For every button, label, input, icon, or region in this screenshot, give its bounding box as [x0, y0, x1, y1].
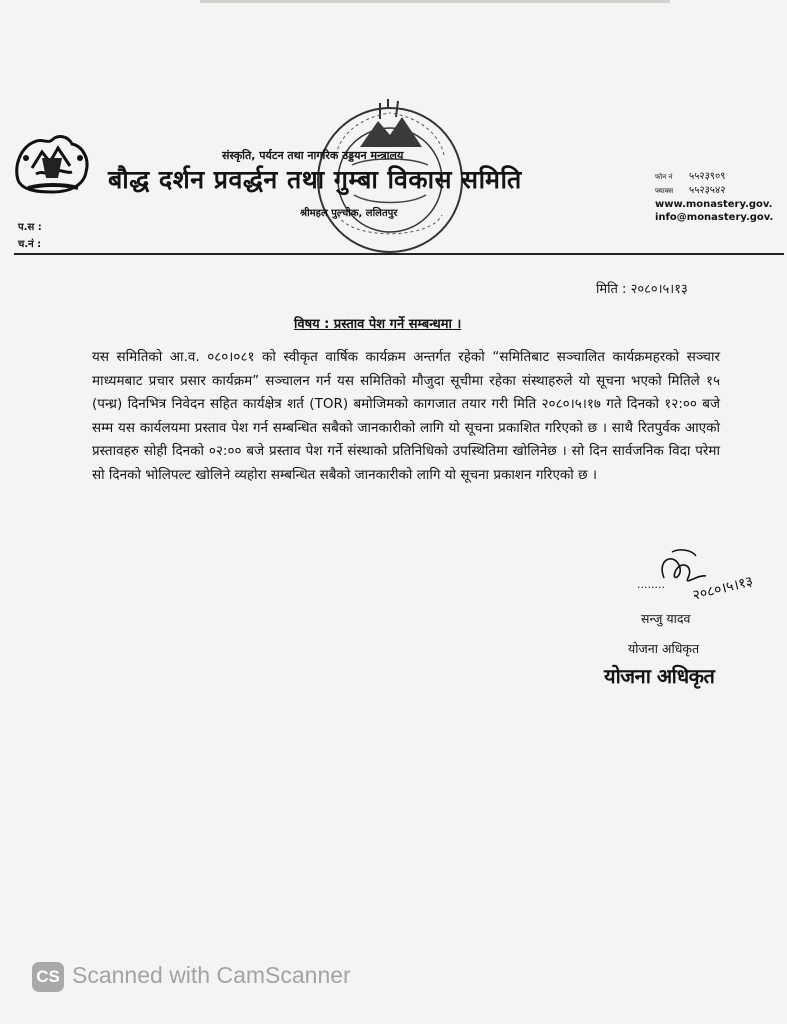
email: info@monastery.gov.: [655, 212, 774, 223]
reference-block: [18, 219, 42, 253]
signer-name: सन्जु यादव: [641, 611, 691, 626]
phone-number: ५५२३९०९: [689, 171, 726, 182]
fax-row: [655, 184, 773, 198]
phone-label: फोन नं: [655, 173, 673, 181]
ministry-name: संस्कृति, पर्यटन तथा नागरिक उड्डयन मन्त्रालय: [222, 149, 404, 162]
designation-stamp: योजना अधिकृत: [604, 664, 715, 688]
website: www.monastery.gov.: [655, 199, 773, 210]
office-address: श्रीमहल पुल्चोक, ललितपुर: [300, 208, 398, 219]
letter-subject: विषय : प्रस्ताव पेश गर्ने सम्बन्धमा ।: [294, 317, 462, 332]
watermark-text: Scanned with CamScanner: [72, 962, 351, 989]
signature-line: ........: [637, 578, 665, 591]
ref-number-label: प.स :: [18, 222, 42, 233]
contact-block: [655, 170, 773, 224]
camscanner-logo-icon: CS: [32, 962, 64, 992]
organization-name: बौद्ध दर्शन प्रवर्द्धन तथा गुम्बा विकास समिति: [108, 165, 522, 194]
letter-date: मिति : २०८०।५।१३: [596, 282, 688, 297]
fax-number: ५५२३५४२: [689, 185, 726, 196]
fax-label: फ्याक्स: [655, 187, 674, 195]
scan-edge: [200, 0, 670, 3]
letter-body: यस समितिको आ.व. ०८०।०८१ को स्वीकृत वार्षिक कार्यक्रम अन्तर्गत रहेको “समितिबाट सञ्चालित कार्यक्रमहरको सञ्चार माध्यमबाट प्रचार प्रसार कार्यक्रम” सञ्चालन गर्न यस समितिको मौजुदा सूचीमा रहेका संस्थाहरुले यो सूचना भएको मितिले १५ (पन्ध्र) दिनभित्र निवेदन सहित कार्यक्षेत्र शर्त (TOR) बमोजिमको कागजात तयार गरी मिति २०८०।५।१७ गते दिनको १२:०० बजे सम्म यस कार्यलयमा प्रस्ताव पेश गर्न सम्बन्धित सबैको जानकारीको लागि यो सूचना प्रकाशित गरिएको छ । साथै रितपुर्वक आएको प्रस्तावहरु सोही दिनको ०२:०० बजे प्रस्ताव पेश गर्ने संस्थाको प्रतिनिधिको उपस्थितिमा खोलिनेछ । सो दिन सार्वजनिक विदा परेमा सो दिनको भोलिपल्ट खोलिने व्यहोरा सम्बन्धित सबैको जानकारीको लागि यो सूचना प्रकाशन गरिएको छ ।: [92, 349, 720, 483]
signer-title: योजना अधिकृत: [628, 641, 700, 656]
header-divider: [14, 253, 784, 255]
camscanner-watermark: [32, 962, 351, 992]
dispatch-number-label: च.नं :: [18, 239, 42, 250]
nepal-emblem-icon: [12, 128, 94, 200]
handwritten-date: २०८०।५।१३: [691, 573, 755, 604]
phone-row: [655, 170, 773, 184]
